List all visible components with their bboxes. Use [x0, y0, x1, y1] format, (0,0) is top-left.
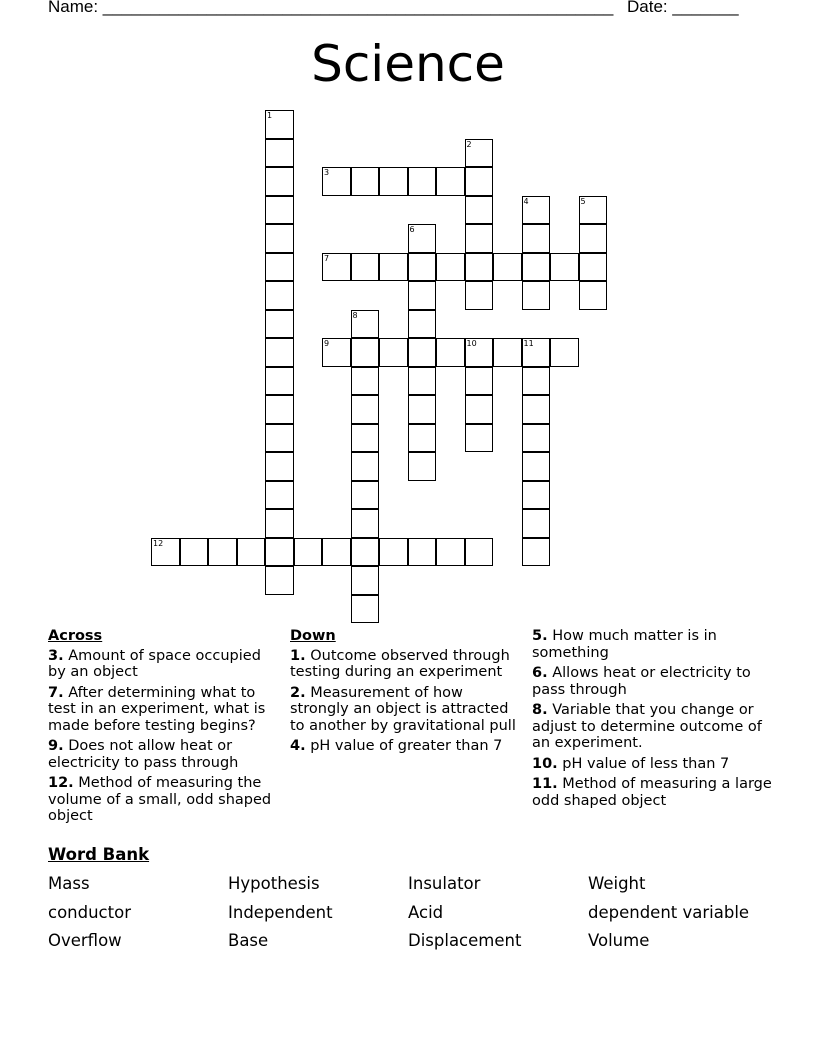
crossword-cell[interactable]: [493, 338, 522, 367]
crossword-cell[interactable]: [408, 224, 437, 253]
crossword-cell[interactable]: [465, 338, 494, 367]
crossword-cell[interactable]: [265, 481, 294, 510]
clue-number: 8: [352, 310, 358, 320]
word-bank-item: Volume: [588, 931, 650, 950]
clue-down-10: 10. pH value of less than 7: [532, 755, 730, 772]
crossword-cell[interactable]: [180, 538, 209, 567]
crossword-cell[interactable]: [351, 509, 380, 538]
crossword-cell[interactable]: [522, 509, 551, 538]
word-bank-item: Base: [228, 931, 269, 950]
across-clues: [48, 628, 280, 829]
crossword-cell[interactable]: [265, 338, 294, 367]
crossword-cell[interactable]: [351, 566, 380, 595]
crossword-cell[interactable]: [408, 424, 437, 453]
word-bank-item: Mass: [48, 874, 90, 893]
crossword-cell[interactable]: [493, 253, 522, 282]
clue-across-12: 12. Method of measuring the volume of a small, odd shaped object: [48, 775, 272, 824]
word-bank-item: conductor: [48, 903, 131, 922]
down-clues-col2: [532, 628, 772, 813]
word-bank-item: Insulator: [408, 874, 481, 893]
crossword-cell[interactable]: [522, 224, 551, 253]
crossword-cell[interactable]: [265, 395, 294, 424]
down-heading: Down: [290, 628, 336, 644]
clue-down-6: 6. Allows heat or electricity to pass through: [532, 665, 751, 698]
clue-down-1: 1. Outcome observed through testing during an experiment: [290, 647, 510, 680]
page-title: Science: [311, 35, 505, 93]
clue-down-11: 11. Method of measuring a large odd shaped object: [532, 776, 772, 809]
crossword-cell[interactable]: [579, 281, 608, 310]
clue-number: 1: [267, 111, 273, 120]
crossword-cell[interactable]: [522, 395, 551, 424]
crossword-cell[interactable]: [265, 253, 294, 282]
clue-number: 5: [580, 196, 586, 206]
clue-number: 4: [523, 196, 529, 206]
crossword-cell[interactable]: [436, 167, 465, 196]
crossword-cell[interactable]: [408, 395, 437, 424]
crossword-cell[interactable]: [522, 452, 551, 481]
word-bank-item: dependent variable: [588, 903, 750, 922]
crossword-cell[interactable]: [465, 167, 494, 196]
clue-number: 11: [523, 339, 534, 348]
clue-number: 9: [324, 339, 330, 348]
crossword-cell[interactable]: [322, 338, 351, 367]
crossword-cell[interactable]: [379, 167, 408, 196]
crossword-cell[interactable]: [408, 538, 437, 567]
crossword-cell[interactable]: [465, 253, 494, 282]
crossword-cell[interactable]: [237, 538, 266, 567]
crossword-cell[interactable]: [265, 509, 294, 538]
clue-down-2: 2. Measurement of how strongly an object is attracted to another by gravitational pull: [290, 684, 516, 734]
word-bank-item: Overflow: [48, 931, 122, 950]
clue-number: 6: [409, 225, 415, 234]
crossword-cell[interactable]: [265, 452, 294, 481]
crossword-cell[interactable]: [550, 253, 579, 282]
crossword-cell[interactable]: [265, 167, 294, 196]
crossword-cell[interactable]: [265, 110, 294, 139]
crossword-cell[interactable]: [265, 224, 294, 253]
crossword-cell[interactable]: [465, 367, 494, 396]
date-field[interactable]: Date: _______: [627, 0, 739, 16]
crossword-cell[interactable]: [408, 338, 437, 367]
crossword-cell[interactable]: [294, 538, 323, 567]
crossword-cell[interactable]: [351, 167, 380, 196]
crossword-cell[interactable]: [379, 538, 408, 567]
crossword-cell[interactable]: [265, 196, 294, 225]
across-heading: Across: [48, 628, 103, 644]
crossword-cell[interactable]: [408, 167, 437, 196]
clue-number: 7: [324, 253, 330, 263]
down-clues-col1: [290, 628, 522, 759]
clue-across-9: 9. Does not allow heat or electricity to pass through: [48, 738, 239, 771]
crossword-cell[interactable]: [408, 452, 437, 481]
crossword-cell[interactable]: [351, 253, 380, 282]
crossword-cell[interactable]: [579, 253, 608, 282]
crossword-cell[interactable]: [522, 281, 551, 310]
word-bank-item: Displacement: [408, 931, 522, 950]
crossword-cell[interactable]: [265, 424, 294, 453]
crossword-cell[interactable]: [379, 338, 408, 367]
crossword-cell[interactable]: [408, 367, 437, 396]
crossword-cell[interactable]: [522, 367, 551, 396]
word-bank-item: Acid: [408, 903, 444, 922]
crossword-cell[interactable]: [465, 424, 494, 453]
crossword-cell[interactable]: [151, 538, 180, 567]
crossword-cell[interactable]: [351, 310, 380, 339]
word-bank-item: Independent: [228, 903, 333, 922]
word-bank-item: Hypothesis: [228, 874, 320, 893]
clue-number: 3: [324, 168, 330, 177]
crossword-cell[interactable]: [522, 538, 551, 567]
word-bank-title: Word Bank: [48, 845, 150, 864]
crossword-cell[interactable]: [208, 538, 237, 567]
crossword-cell[interactable]: [351, 595, 380, 624]
crossword-cell[interactable]: [465, 538, 494, 567]
crossword-cell[interactable]: [522, 253, 551, 282]
crossword-cell[interactable]: [351, 395, 380, 424]
crossword-cell[interactable]: [522, 338, 551, 367]
name-field[interactable]: Name: ______________________________________________________: [48, 0, 614, 16]
crossword-cell[interactable]: [465, 281, 494, 310]
crossword-cell[interactable]: [436, 338, 465, 367]
crossword-cell[interactable]: [522, 424, 551, 453]
crossword-cell[interactable]: [465, 224, 494, 253]
crossword-cell[interactable]: [465, 196, 494, 225]
clue-number: 12: [153, 538, 164, 548]
crossword-cell[interactable]: [265, 139, 294, 168]
crossword-cell[interactable]: [265, 566, 294, 595]
clue-down-4: 4. pH value of greater than 7: [290, 738, 503, 754]
crossword-cell[interactable]: [579, 196, 608, 225]
crossword-cell[interactable]: [265, 281, 294, 310]
clue-across-7: 7. After determining what to test in an experiment, what is made before testing begins?: [48, 684, 266, 734]
crossword-cell[interactable]: [322, 167, 351, 196]
crossword-cell[interactable]: [465, 395, 494, 424]
crossword-cell[interactable]: [436, 538, 465, 567]
crossword-cell[interactable]: [408, 253, 437, 282]
crossword-cell[interactable]: [351, 481, 380, 510]
word-bank-item: Weight: [588, 874, 646, 893]
crossword-cell[interactable]: [351, 452, 380, 481]
crossword-cell[interactable]: [265, 310, 294, 339]
crossword-cell[interactable]: [351, 538, 380, 567]
crossword-cell[interactable]: [265, 538, 294, 567]
crossword-cell[interactable]: [579, 224, 608, 253]
crossword-cell[interactable]: [408, 281, 437, 310]
clue-number: 10: [466, 339, 477, 348]
clue-across-3: 3. Amount of space occupied by an object: [48, 647, 261, 680]
crossword-cell[interactable]: [522, 481, 551, 510]
crossword-cell[interactable]: [465, 139, 494, 168]
clue-number: 2: [466, 139, 472, 149]
crossword-cell[interactable]: [351, 338, 380, 367]
crossword-cell[interactable]: [379, 253, 408, 282]
crossword-cell[interactable]: [436, 253, 465, 282]
crossword-cell[interactable]: [408, 310, 437, 339]
crossword-cell[interactable]: [351, 424, 380, 453]
clue-down-5: 5. How much matter is in something: [532, 628, 717, 661]
crossword-cell[interactable]: [522, 196, 551, 225]
crossword-cell[interactable]: [322, 538, 351, 567]
clue-down-8: 8. Variable that you change or adjust to determine outcome of an experiment.: [532, 702, 762, 751]
crossword-cell[interactable]: [550, 338, 579, 367]
crossword-cell[interactable]: [265, 367, 294, 396]
crossword-cell[interactable]: [351, 367, 380, 396]
crossword-cell[interactable]: [322, 253, 351, 282]
